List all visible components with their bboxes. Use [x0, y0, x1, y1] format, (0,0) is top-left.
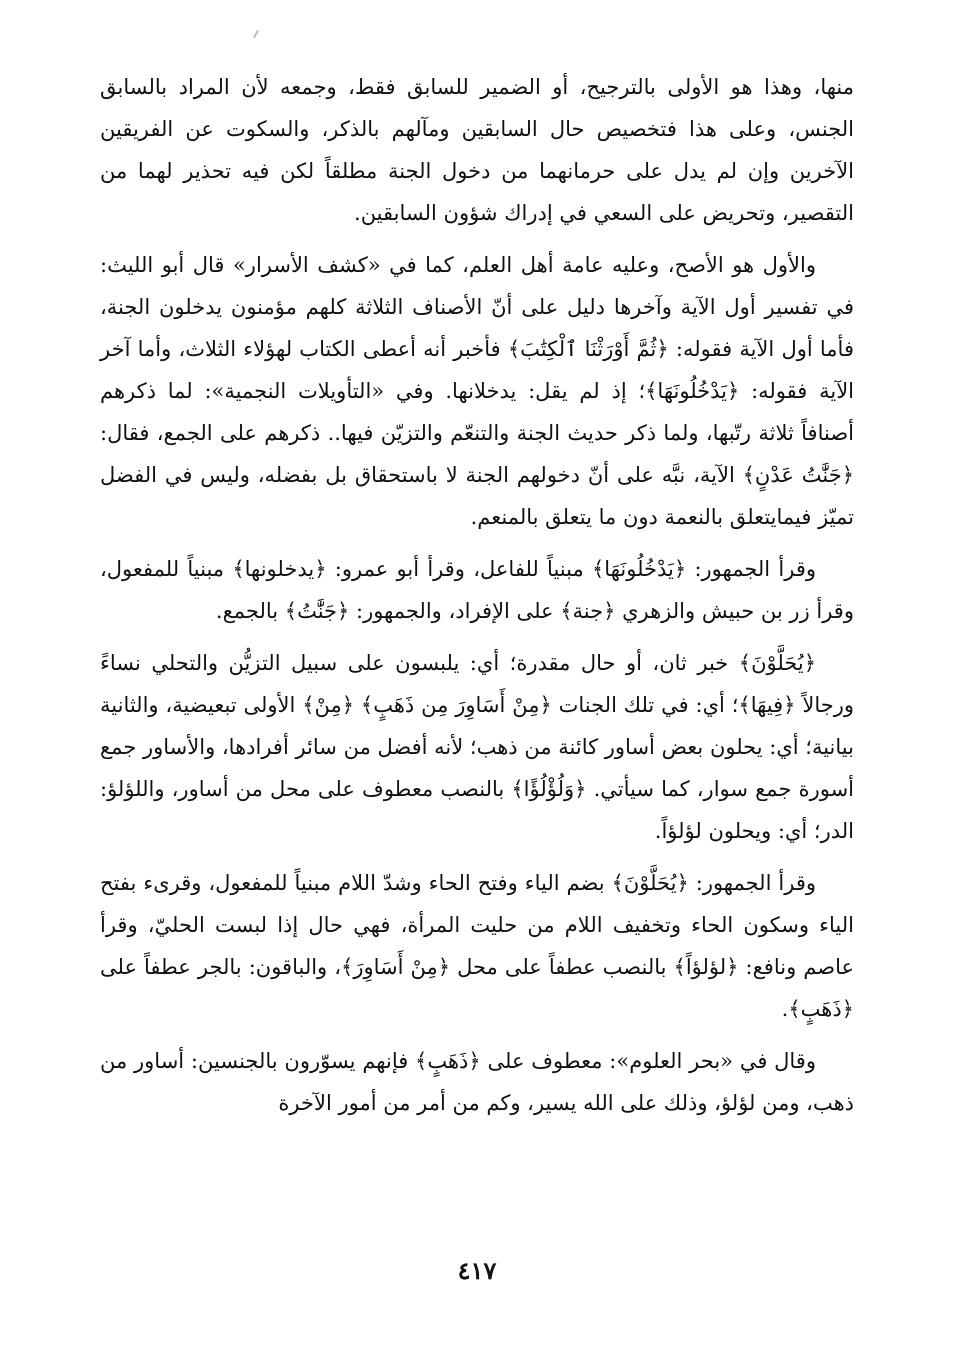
body-text [100, 66, 854, 1134]
scan-speck [253, 30, 259, 38]
paragraph-6: وقال في «بحر العلوم»: معطوف على ﴿ذَهَبٍ﴾ فإنهم يسوّرون بالجنسين: أساور من ذهب، ومن لؤلؤ، وذلك على الله يسير، وكم من أمر من أمور الآخرة [100, 1049, 854, 1115]
paragraph-3: وقرأ الجمهور: ﴿يَدْخُلُونَهَا﴾ مبنياً للفاعل، وقرأ أبو عمرو: ﴿يدخلونها﴾ مبنياً للمفعول، وقرأ زر بن حبيش والزهري ﴿جنة﴾ على الإفراد، والجمهور: ﴿جَنَّٰتُ﴾ بالجمع. [100, 557, 854, 623]
paragraph-4: ﴿يُحَلَّوْنَ﴾ خبر ثان، أو حال مقدرة؛ أي: يلبسون على سبيل التزيُّن والتحلي نساءً ورجالاً ﴿فِيهَا﴾؛ أي: في تلك الجنات ﴿مِنْ أَسَاوِرَ مِن ذَهَبٍ﴾ ﴿مِنْ﴾ الأولى تبعيضية، والثانية بيانية؛ أي: يحلون بعض أساور كائنة من ذهب؛ لأنه أفضل من سائر أفرادها، والأساور جمع أسورة جمع سوار، كما سيأتي. ﴿وَلُؤْلُؤًا﴾ بالنصب معطوف على محل من أساور، واللؤلؤ: الدر؛ أي: ويحلون لؤلؤاً. [100, 651, 854, 843]
paragraph-2: والأول هو الأصح، وعليه عامة أهل العلم، كما في «كشف الأسرار» قال أبو الليث: في تفسير أول الآية وآخرها دليل على أنّ الأصناف الثلاثة كلهم مؤمنون يدخلون الجنة، فأما أول الآية فقوله: ﴿ثُمَّ أَوْرَثْنَا ٱلْكِتَٰبَ﴾ فأخبر أنه أعطى الكتاب لهؤلاء الثلاث، وأما آخر الآية فقوله: ﴿يَدْخُلُونَهَا﴾؛ إذ لم يقل: يدخلانها. وفي «التأويلات النجمية»: لما ذكرهم أصنافاً ثلاثة رتّبها، ولما ذكر حديث الجنة والتنعّم والتزيّن فيها.. ذكرهم على الجمع، فقال: ﴿جَنَّٰتُ عَدْنٍ﴾ الآية، نبَّه على أنّ دخولهم الجنة لا باستحقاق بل بفضله، وليس في الفضل تميّز فيمايتعلق بالنعمة دون ما يتعلق بالمنعم. [100, 253, 855, 529]
page-number: ٤١٧ [457, 1256, 497, 1285]
paragraph-5: وقرأ الجمهور: ﴿يُحَلَّوْنَ﴾ بضم الياء وفتح الحاء وشدّ اللام مبنياً للمفعول، وقرىء بفتح الياء وسكون الحاء وتخفيف اللام من حليت المرأة، فهي حال إذا لبست الحليّ، وقرأ عاصم ونافع: ﴿لؤلؤاً﴾ بالنصب عطفاً على محل ﴿مِنْ أَسَاوِرَ﴾، والباقون: بالجر عطفاً على ﴿ذَهَبٍ﴾. [100, 871, 854, 1021]
paragraph-1: منها، وهذا هو الأولى بالترجيح، أو الضمير للسابق فقط، وجمعه لأن المراد بالسابق الجنس، وعلى هذا فتخصيص حال السابقين ومآلهم بالذكر، والسكوت عن الفريقين الآخرين وإن لم يدل على حرمانهما من دخول الجنة مطلقاً لكن فيه تحذير لهما من التقصير، وتحريض على السعي في إدراك شؤون السابقين. [100, 75, 854, 225]
